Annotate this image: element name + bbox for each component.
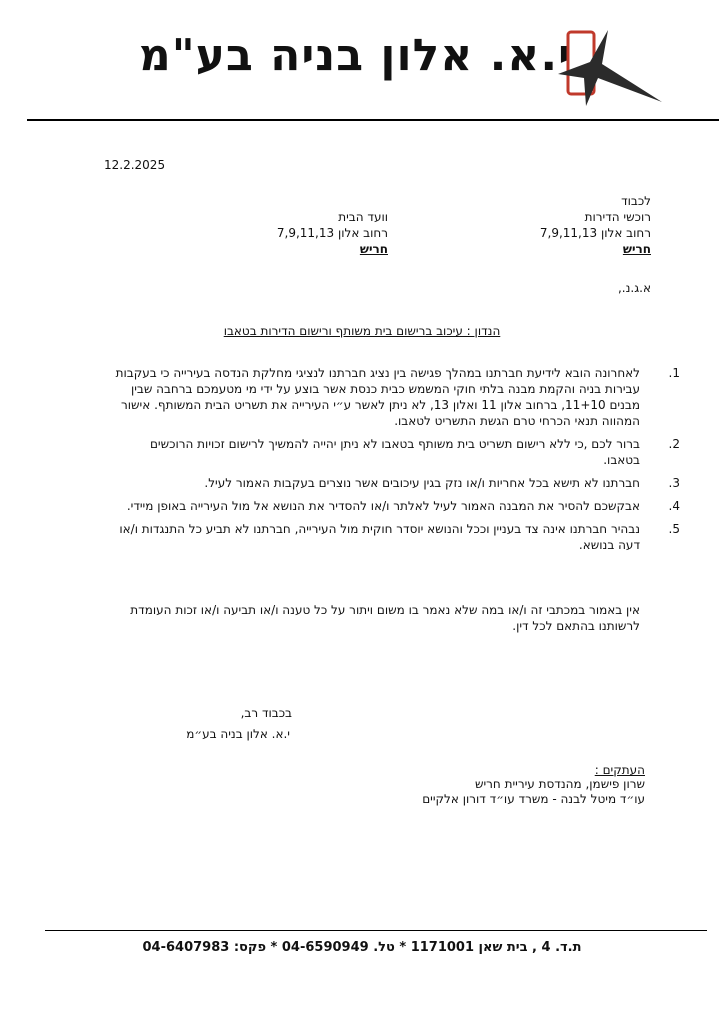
item-number: 5. <box>668 522 680 536</box>
item-text: ברור לכם ,כי ללא רישום תשריט בית משותף בטאבו לא ניתן יהייה להמשיך לרישום זכויות הרוכשים בטאבו. <box>149 437 640 467</box>
bird-logo-icon <box>556 28 666 108</box>
to-label: לכבוד <box>621 194 651 208</box>
letter-date: 12.2.2025 <box>104 158 166 172</box>
item-text: חברתנו לא תישא בכל אחריות ו/או נזק בגין עיכובים אשר נוצרים בעקבות האמור לעיל. <box>204 476 640 490</box>
list-item <box>112 521 680 553</box>
item-number: 1. <box>668 366 680 380</box>
recipient-name: וועד הבית <box>338 210 388 224</box>
recipient-city: חריש <box>622 242 651 256</box>
item-text: נבהיר חברתנו אינה צד בעניין וככל והנושא יוסדר חוקית מול העירייה, חברתנו לא תביע כל התנגדות ו/או דעה בנושא. <box>119 522 640 552</box>
greeting: א.ג.נ., <box>617 281 651 295</box>
item-text: אבקשכם להסיר את המבנה האמור לעיל לאלתר ו/או להסדיר את הנושא אל מול העירייה באופן מיידי. <box>126 499 640 513</box>
item-number: 4. <box>668 499 680 513</box>
item-number: 3. <box>668 476 680 490</box>
recipient-house-committee <box>277 209 388 257</box>
list-item <box>112 475 680 491</box>
footer-contact: ת.ד. 4 , בית שאן 1171001 * טל. 04-6590949 * פקס: 04-6407983 <box>142 940 582 955</box>
footer-divider <box>45 930 707 931</box>
recipient-name: רוכשי הדירות <box>584 210 651 224</box>
list-item <box>112 498 680 514</box>
list-item: עו״ד מיטל לבנה - משרד עו״ד דורון אלקיים <box>422 792 645 806</box>
recipient-city: חריש <box>359 242 388 256</box>
recipient-address: רחוב אלון 7,9,11,13 <box>539 226 651 240</box>
copies-list <box>422 777 645 807</box>
regards: בכבוד רב, <box>240 706 292 720</box>
list-item <box>112 436 680 468</box>
subject-line: הנדון : עיכוב ברישום בית משותף ורישום הדירות בטאבו <box>223 324 501 338</box>
numbered-items <box>112 365 680 560</box>
item-text: לאחרונה הובא לידיעת חברתנו במהלך פגישה בין נציג חברתנו לנציגי מחלקת הנדסה בעירייה כי בעקבות עבירות בניה והקמת מבנה בלתי חוקי המשמש כבית כנסת אשר בוצע על ידי מי מטעמכם ברחבה שבין מבנים 11+10, ברחוב אלון 11 ואלון 13, לא ניתן לאשר ע״י העירייה את תשריט הבית המשותף. אישור המהווה תנאי הכרחי טרם הגשת התשריט לטאבו. <box>115 366 640 428</box>
recipient-address: רחוב אלון 7,9,11,13 <box>276 226 388 240</box>
recipient-buyers <box>540 209 651 257</box>
item-number: 2. <box>668 437 680 451</box>
list-item <box>112 365 680 429</box>
copies-title: העתקים : <box>594 763 645 777</box>
header-divider <box>27 119 719 121</box>
company-name: י.א. אלון בניה בע"מ <box>138 30 572 81</box>
list-item: שרון פישמן, מהנדסת עיריית חריש <box>474 777 645 791</box>
signature: י.א. אלון בניה בע״מ <box>186 727 290 741</box>
closing-paragraph: אין באמור במכתבי זה ו/או במה שלא נאמר בו משום ויתור על כל טענה ו/או תביעה ו/או זכות העומדת לרשותנו בהתאם לכל דין. <box>130 603 640 633</box>
